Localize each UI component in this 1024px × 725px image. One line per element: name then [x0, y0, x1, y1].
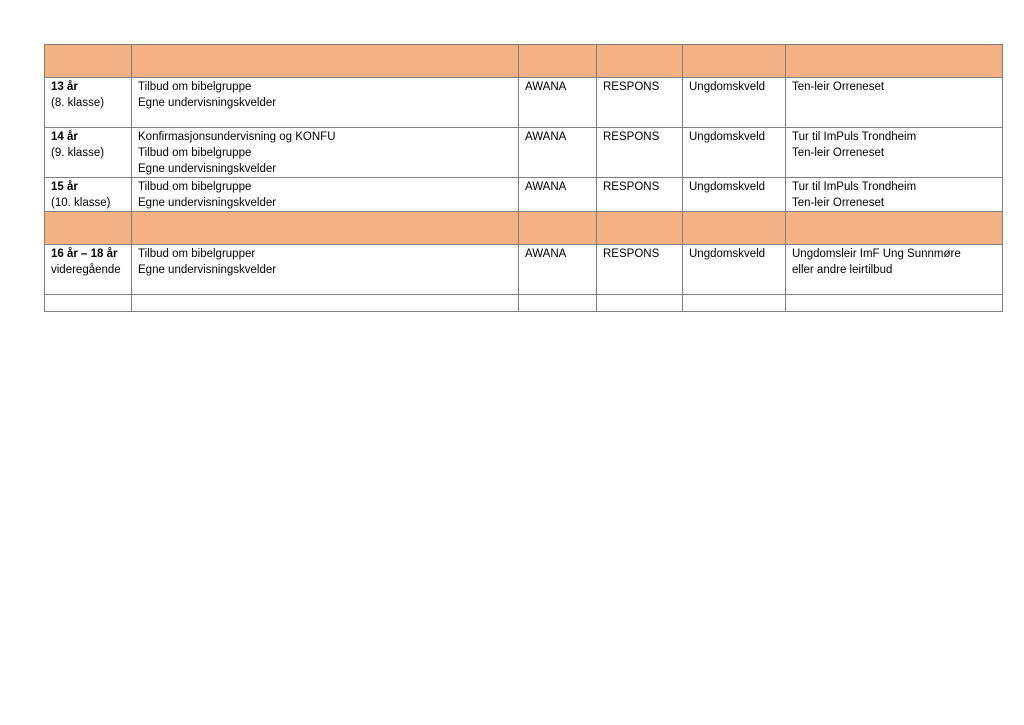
age-program-table	[44, 44, 1003, 312]
camp-item: Tur til ImPuls Trondheim	[792, 181, 917, 193]
respons-cell: RESPONS	[597, 78, 683, 128]
program-item: Tilbud om bibelgrupper	[138, 248, 256, 260]
youth-evening-cell: Ungdomskveld	[683, 245, 786, 295]
age-label: 13 år	[51, 81, 78, 93]
youth-evening-cell: Ungdomskveld	[683, 178, 786, 212]
table-row	[45, 78, 1003, 128]
respons-cell: RESPONS	[597, 128, 683, 178]
band-cell	[597, 45, 683, 78]
empty-cell	[786, 295, 1003, 312]
band-cell	[786, 45, 1003, 78]
age-label: 16 år – 18 år	[51, 248, 118, 260]
camp-item: Ten-leir Orreneset	[792, 81, 885, 93]
camp-item: Ungdomsleir ImF Ung Sunnmøre	[792, 248, 961, 260]
program-item: Tilbud om bibelgruppe	[138, 81, 252, 93]
empty-cell	[597, 295, 683, 312]
programs-cell	[132, 178, 519, 212]
age-label: 15 år	[51, 181, 78, 193]
youth-evening-cell: Ungdomskveld	[683, 78, 786, 128]
program-item: Konfirmasjonsundervisning og KONFU	[138, 131, 336, 143]
program-item: Egne undervisningskvelder	[138, 97, 277, 109]
respons-cell: RESPONS	[597, 178, 683, 212]
camp-item: eller andre leirtilbud	[792, 264, 893, 276]
age-cell	[45, 245, 132, 295]
camp-item: Ten-leir Orreneset	[792, 147, 885, 159]
program-item: Egne undervisningskvelder	[138, 163, 277, 175]
band-cell	[132, 45, 519, 78]
program-item: Egne undervisningskvelder	[138, 197, 277, 209]
camps-cell	[786, 128, 1003, 178]
empty-cell	[519, 295, 597, 312]
programs-cell	[132, 245, 519, 295]
band-cell	[683, 212, 786, 245]
camps-cell	[786, 78, 1003, 128]
awana-cell: AWANA	[519, 178, 597, 212]
grade-label: (8. klasse)	[51, 97, 105, 109]
camp-item: Tur til ImPuls Trondheim	[792, 131, 917, 143]
grade-label: videregående	[51, 264, 121, 276]
camps-cell	[786, 178, 1003, 212]
youth-evening-cell: Ungdomskveld	[683, 128, 786, 178]
grade-label: (10. klasse)	[51, 197, 111, 209]
age-cell	[45, 78, 132, 128]
band-cell	[519, 212, 597, 245]
table-row	[45, 245, 1003, 295]
table-row	[45, 178, 1003, 212]
band-cell	[45, 45, 132, 78]
programs-cell	[132, 78, 519, 128]
empty-cell	[132, 295, 519, 312]
band-cell	[132, 212, 519, 245]
respons-cell: RESPONS	[597, 245, 683, 295]
empty-cell	[683, 295, 786, 312]
band-cell	[597, 212, 683, 245]
programs-cell	[132, 128, 519, 178]
camp-item: Ten-leir Orreneset	[792, 197, 885, 209]
section-band-row	[45, 212, 1003, 245]
table-row	[45, 128, 1003, 178]
program-item: Tilbud om bibelgruppe	[138, 181, 252, 193]
age-label: 14 år	[51, 131, 78, 143]
band-cell	[45, 212, 132, 245]
band-cell	[683, 45, 786, 78]
awana-cell: AWANA	[519, 245, 597, 295]
awana-cell: AWANA	[519, 78, 597, 128]
grade-label: (9. klasse)	[51, 147, 105, 159]
header-band-row	[45, 45, 1003, 78]
awana-cell: AWANA	[519, 128, 597, 178]
camps-cell	[786, 245, 1003, 295]
band-cell	[519, 45, 597, 78]
program-item: Tilbud om bibelgruppe	[138, 147, 252, 159]
age-cell	[45, 128, 132, 178]
band-cell	[786, 212, 1003, 245]
age-cell	[45, 178, 132, 212]
program-item: Egne undervisningskvelder	[138, 264, 277, 276]
empty-row	[45, 295, 1003, 312]
empty-cell	[45, 295, 132, 312]
